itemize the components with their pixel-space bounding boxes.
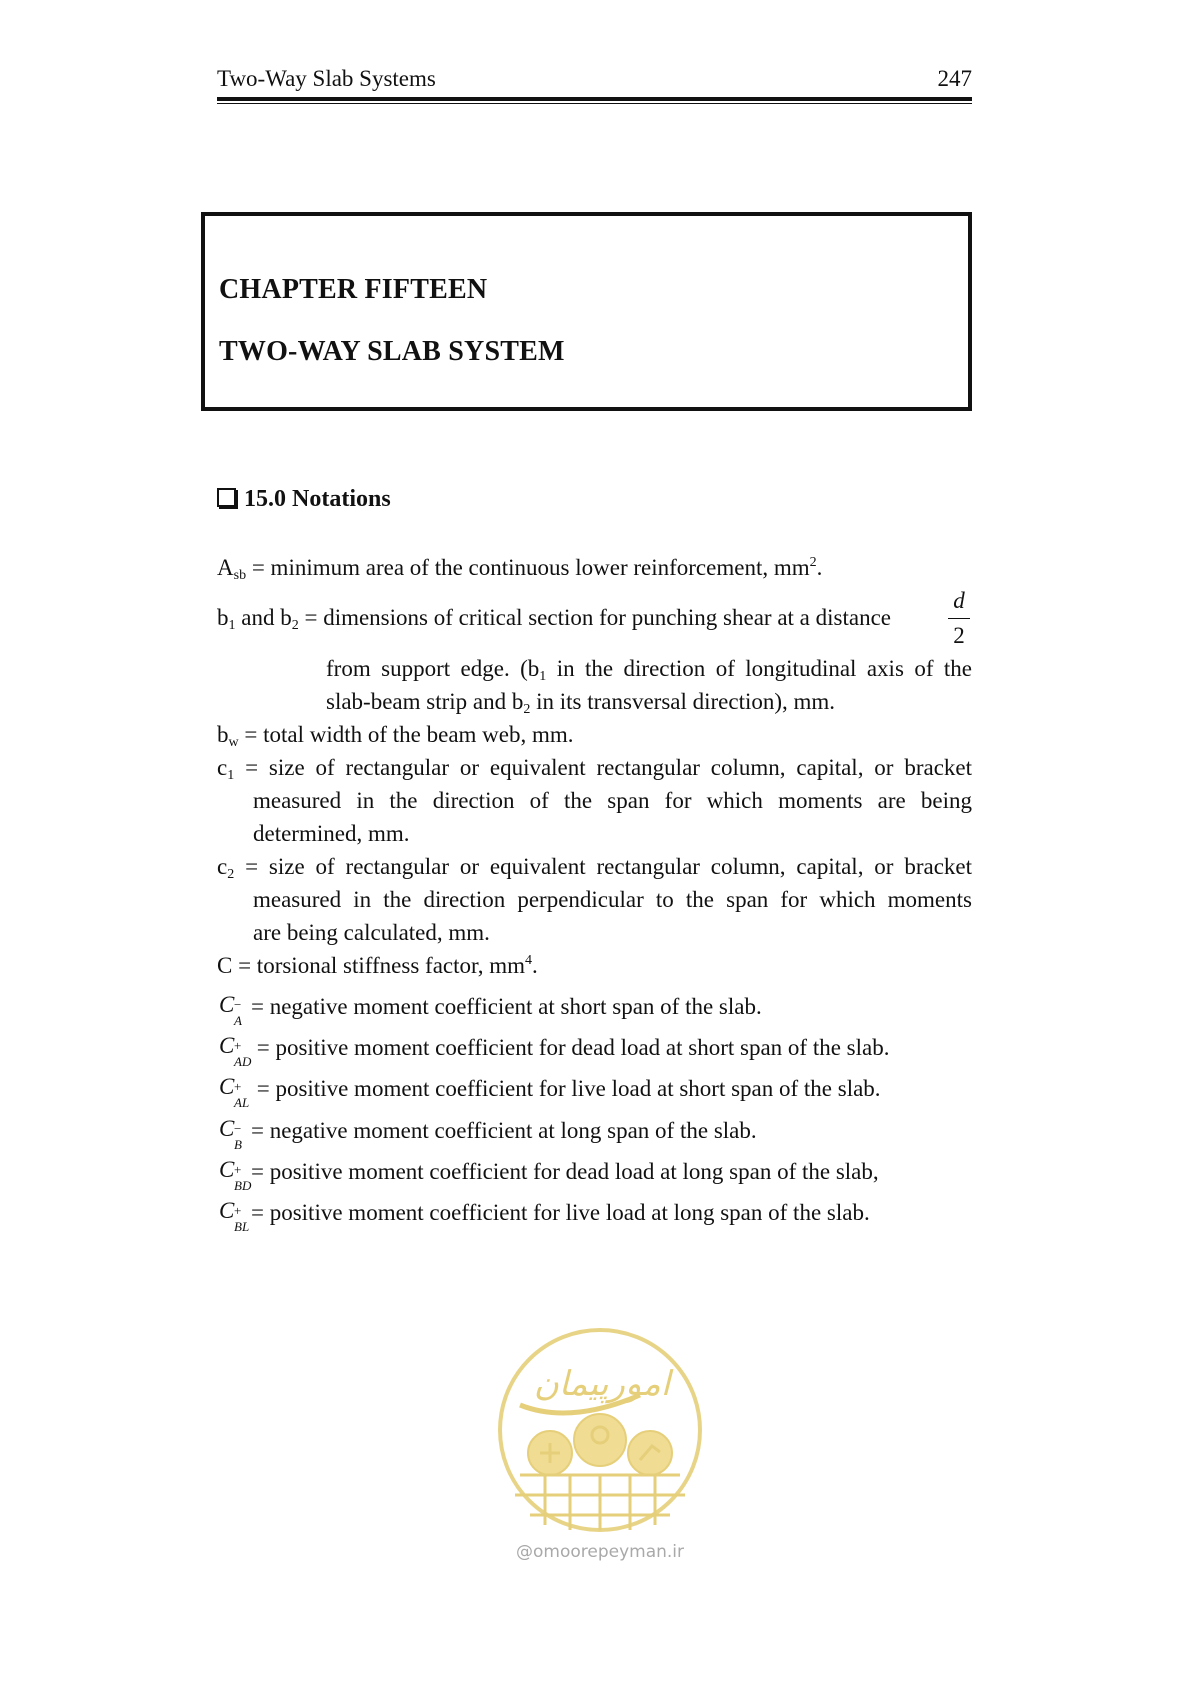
coefficient-row: C + BL = positive moment coefficient for live load at long span of the slab. xyxy=(219,1198,870,1234)
coefficient-row: C − B = negative moment coefficient at long span of the slab. xyxy=(219,1116,757,1152)
notation-b1-b2: $b_1$ and $b_2$ = dimensions of critical section for punching shear at a distance xyxy=(217,605,891,633)
watermark-logo-text: امورپیمان xyxy=(533,1364,671,1404)
notation-c2: $c_2$ = size of rectangular or equivalent rectangular column, capital, or bracket xyxy=(217,854,972,882)
coefficient-symbol: C − B xyxy=(219,1116,242,1152)
running-title: Two-Way Slab Systems xyxy=(217,66,436,91)
checkbox-bullet-icon xyxy=(217,488,236,507)
page-number: 247 xyxy=(937,66,972,91)
watermark-logo xyxy=(490,1325,710,1565)
notation-b1-b2-cont1: from support edge. ($b_1$ in the direction of longitudinal axis of the xyxy=(326,656,972,684)
watermark-grid xyxy=(515,1475,685,1530)
coefficient-row: C + BD = positive moment coefficient for dead load at long span of the slab, xyxy=(219,1157,879,1193)
notation-bw: $b_w$ = total width of the beam web, mm. xyxy=(217,722,574,750)
coefficient-symbol: C + AD xyxy=(219,1033,252,1069)
fraction-d-over-2: d 2 xyxy=(948,586,970,650)
notation-c2-line2: measured in the direction perpendicular to the span for which moments xyxy=(253,887,972,912)
notation-c1-line3: determined, mm. xyxy=(253,821,410,846)
coefficient-row: C − A = negative moment coefficient at short span of the slab. xyxy=(219,992,762,1028)
coefficient-symbol: C + BD xyxy=(219,1157,252,1193)
chapter-title-box xyxy=(201,212,972,411)
coefficient-row: C + AD = positive moment coefficient for dead load at short span of the slab. xyxy=(219,1033,890,1069)
notation-asb: $A_{sb}$ = minimum area of the continuous lower reinforcement, $mm^2$. xyxy=(217,555,823,583)
notation-torsional-c: C = torsional stiffness factor, $mm^4$. xyxy=(217,953,538,978)
coefficient-row: C + AL = positive moment coefficient for live load at short span of the slab. xyxy=(219,1074,881,1110)
header-rule-thick xyxy=(217,97,972,101)
coefficient-symbol: C + BL xyxy=(219,1198,250,1234)
watermark-seal xyxy=(490,1325,710,1565)
section-heading xyxy=(217,486,391,513)
watermark-url: @omoorepeyman.ir xyxy=(515,1542,685,1562)
notation-c1-line2: measured in the direction of the span for which moments are being xyxy=(253,788,972,813)
notation-c2-line3: are being calculated, mm. xyxy=(253,920,490,945)
running-header xyxy=(217,66,972,106)
chapter-title: TWO-WAY SLAB SYSTEM xyxy=(219,336,565,367)
notation-c1: $c_1$ = size of rectangular or equivalent rectangular column, capital, or bracket xyxy=(217,755,972,783)
coefficient-symbol: C + AL xyxy=(219,1074,250,1110)
notation-b1-b2-cont2: slab-beam strip and $b_2$ in its transversal direction), mm. xyxy=(326,689,836,717)
header-rule-thin xyxy=(217,103,972,104)
section-heading-text: 15.0 Notations xyxy=(244,486,391,512)
coefficient-symbol: C − A xyxy=(219,992,242,1028)
chapter-number: CHAPTER FIFTEEN xyxy=(219,274,488,305)
